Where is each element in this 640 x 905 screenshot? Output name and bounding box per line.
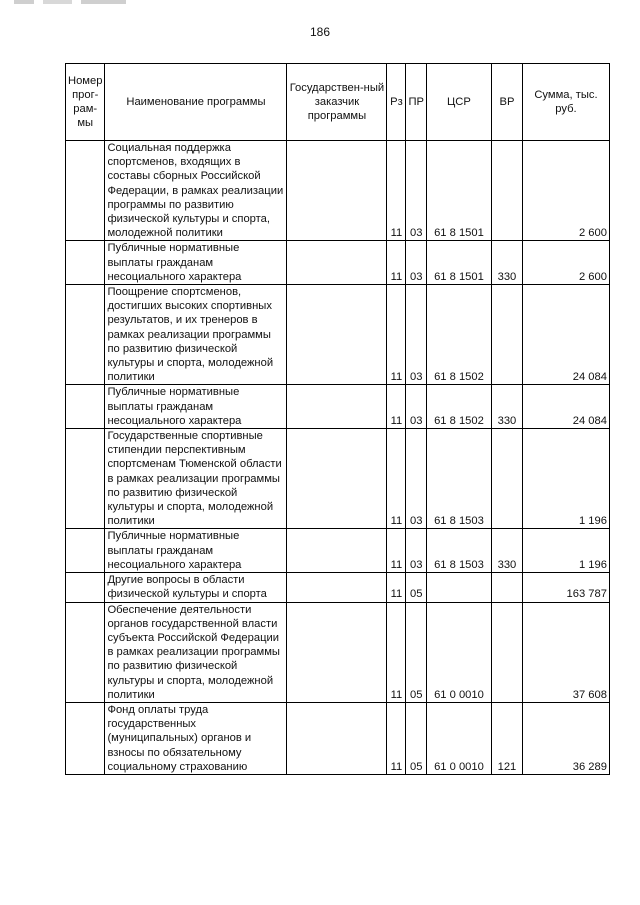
header-csr: ЦСР <box>426 64 491 141</box>
customer-cell <box>287 241 387 285</box>
header-customer: Государствен-ный заказчик программы <box>287 64 387 141</box>
program-no-cell <box>66 429 105 529</box>
program-no-cell <box>66 241 105 285</box>
program-no-cell <box>66 702 105 774</box>
program-no-cell <box>66 529 105 573</box>
pr-cell: 03 <box>406 529 427 573</box>
customer-cell <box>287 285 387 385</box>
rz-cell: 11 <box>387 385 406 429</box>
vr-cell <box>491 573 522 602</box>
csr-cell: 61 8 1503 <box>426 529 491 573</box>
pr-cell: 03 <box>406 141 427 241</box>
program-no-cell <box>66 573 105 602</box>
sum-cell: 2 600 <box>522 141 609 241</box>
program-name-cell: Публичные нормативные выплаты гражданам несоциального характера <box>105 529 287 573</box>
rz-cell: 11 <box>387 602 406 702</box>
rz-cell: 11 <box>387 529 406 573</box>
program-name-cell: Обеспечение деятельности органов государственной власти субъекта Российской Федерации в рамках реализации программы по развитию физической культуры и спорта, молодежной политики <box>105 602 287 702</box>
table-row <box>66 529 610 573</box>
vr-cell <box>491 285 522 385</box>
program-name-cell: Другие вопросы в области физической культуры и спорта <box>105 573 287 602</box>
csr-cell: 61 8 1501 <box>426 241 491 285</box>
program-no-cell <box>66 602 105 702</box>
pr-cell: 03 <box>406 429 427 529</box>
table-row <box>66 429 610 529</box>
page-number: 186 <box>309 25 331 39</box>
customer-cell <box>287 429 387 529</box>
sum-cell: 2 600 <box>522 241 609 285</box>
customer-cell <box>287 385 387 429</box>
vr-cell: 121 <box>491 702 522 774</box>
program-no-cell <box>66 141 105 241</box>
header-name: Наименование программы <box>105 64 287 141</box>
header-program-no: Номер прог-рам-мы <box>66 64 105 141</box>
table-row <box>66 241 610 285</box>
csr-cell: 61 8 1501 <box>426 141 491 241</box>
customer-cell <box>287 702 387 774</box>
vr-cell <box>491 602 522 702</box>
rz-cell: 11 <box>387 241 406 285</box>
rz-cell: 11 <box>387 429 406 529</box>
sum-cell: 37 608 <box>522 602 609 702</box>
pr-cell: 03 <box>406 241 427 285</box>
table-row <box>66 141 610 241</box>
pr-cell: 03 <box>406 285 427 385</box>
header-vr: ВР <box>491 64 522 141</box>
header-rz: Рз <box>387 64 406 141</box>
rz-cell: 11 <box>387 141 406 241</box>
rz-cell: 11 <box>387 702 406 774</box>
rz-cell: 11 <box>387 285 406 385</box>
vr-cell: 330 <box>491 529 522 573</box>
sum-cell: 24 084 <box>522 285 609 385</box>
program-name-cell: Государственные спортивные стипендии перспективным спортсменам Тюменской области в рамках реализации программы по развитию физической культуры и спорта, молодежной политики <box>105 429 287 529</box>
pr-cell: 05 <box>406 702 427 774</box>
header-sum: Сумма, тыс. руб. <box>522 64 609 141</box>
program-name-cell: Поощрение спортсменов, достигших высоких спортивных результатов, и их тренеров в рамках реализации программы по развитию физической культуры и спорта, молодежной политики <box>105 285 287 385</box>
vr-cell: 330 <box>491 241 522 285</box>
rz-cell: 11 <box>387 573 406 602</box>
vr-cell <box>491 429 522 529</box>
table-row <box>66 573 610 602</box>
csr-cell: 61 0 0010 <box>426 702 491 774</box>
customer-cell <box>287 529 387 573</box>
program-name-cell: Фонд оплаты труда государственных (муниципальных) органов и взносы по обязательному социальному страхованию <box>105 702 287 774</box>
pr-cell: 05 <box>406 573 427 602</box>
program-name-cell: Социальная поддержка спортсменов, входящих в составы сборных Российской Федерации, в рамках реализации программы по развитию физической культуры и спорта, молодежной политики <box>105 141 287 241</box>
csr-cell: 61 8 1503 <box>426 429 491 529</box>
scan-artifact <box>14 0 126 4</box>
pr-cell: 03 <box>406 385 427 429</box>
program-no-cell <box>66 285 105 385</box>
program-no-cell <box>66 385 105 429</box>
csr-cell: 61 8 1502 <box>426 285 491 385</box>
csr-cell: 61 8 1502 <box>426 385 491 429</box>
program-name-cell: Публичные нормативные выплаты гражданам несоциального характера <box>105 385 287 429</box>
program-name-cell: Публичные нормативные выплаты гражданам несоциального характера <box>105 241 287 285</box>
sum-cell: 1 196 <box>522 429 609 529</box>
vr-cell <box>491 141 522 241</box>
sum-cell: 36 289 <box>522 702 609 774</box>
customer-cell <box>287 602 387 702</box>
header-row <box>66 64 610 141</box>
sum-cell: 1 196 <box>522 529 609 573</box>
vr-cell: 330 <box>491 385 522 429</box>
csr-cell: 61 0 0010 <box>426 602 491 702</box>
customer-cell <box>287 141 387 241</box>
sum-cell: 24 084 <box>522 385 609 429</box>
table-row <box>66 602 610 702</box>
table-row <box>66 385 610 429</box>
customer-cell <box>287 573 387 602</box>
sum-cell: 163 787 <box>522 573 609 602</box>
header-pr: ПР <box>406 64 427 141</box>
table-row <box>66 285 610 385</box>
csr-cell <box>426 573 491 602</box>
budget-table <box>65 63 610 775</box>
pr-cell: 05 <box>406 602 427 702</box>
table-row <box>66 702 610 774</box>
